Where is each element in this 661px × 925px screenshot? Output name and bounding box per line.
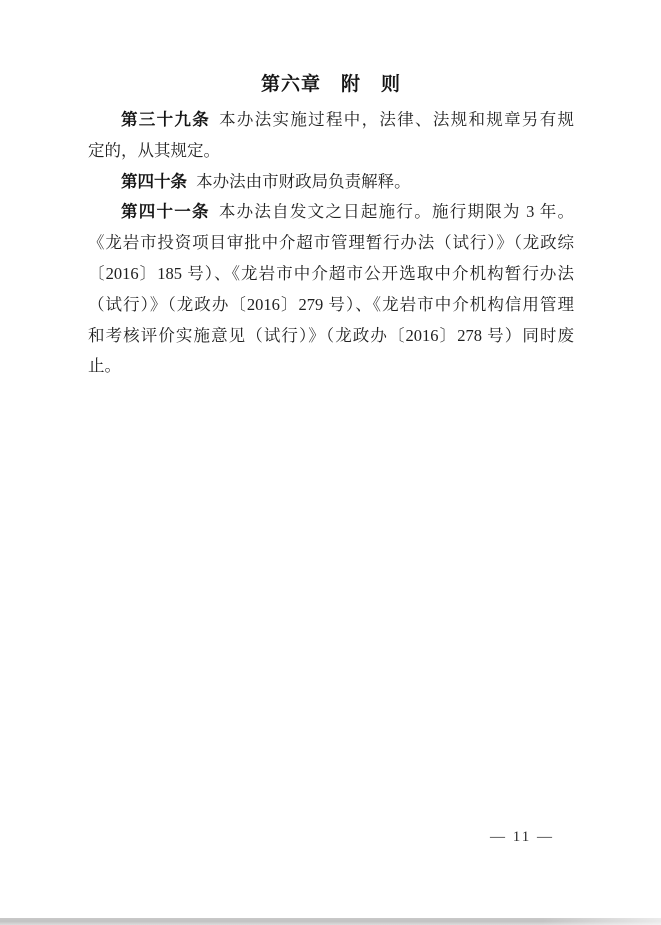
article-41-text-1: 本办法自发文之日起施行。施行期限为 3 年。 <box>218 202 575 222</box>
document-body <box>88 105 574 382</box>
article-41-line-3 <box>88 259 574 290</box>
page-bottom-edge-shadow <box>0 918 661 925</box>
article-39-number: 第三十九条 <box>121 111 211 129</box>
chapter-title: 第六章 附 则 <box>260 74 401 95</box>
article-41-text-2: 《龙岩市投资项目审批中介超市管理暂行办法（试行）》（龙政综 <box>88 233 574 253</box>
article-40-number: 第四十条 <box>121 172 187 191</box>
article-41-line-4 <box>88 290 574 321</box>
page-number: — 11 — <box>490 829 554 845</box>
article-41-text-5: 和考核评价实施意见（试行）》（龙政办〔2016〕278 号）同时废 <box>88 325 574 345</box>
article-41-text-3: 〔2016〕185 号）、《龙岩市中介超市公开选取中介机构暂行办法 <box>88 263 574 283</box>
article-40-text-1: 本办法由市财政局负责解释。 <box>196 171 411 191</box>
article-41-line-2 <box>88 228 574 259</box>
article-39-text-2: 定的，从其规定。 <box>88 140 220 160</box>
article-40-line-1 <box>88 167 574 198</box>
article-41-text-4: （试行）》（龙政办〔2016〕279 号）、《龙岩市中介机构信用管理 <box>88 294 574 314</box>
article-41-text-6: 止。 <box>88 356 121 376</box>
article-41-line-1 <box>88 197 574 228</box>
article-39-line-2 <box>88 136 574 167</box>
article-39-text-1: 本办法实施过程中，法律、法规和规章另有规 <box>219 110 575 129</box>
article-41-line-6 <box>88 351 574 382</box>
article-41-number: 第四十一条 <box>121 203 210 222</box>
article-39-line-1 <box>88 105 574 136</box>
article-41-line-5 <box>88 321 574 352</box>
